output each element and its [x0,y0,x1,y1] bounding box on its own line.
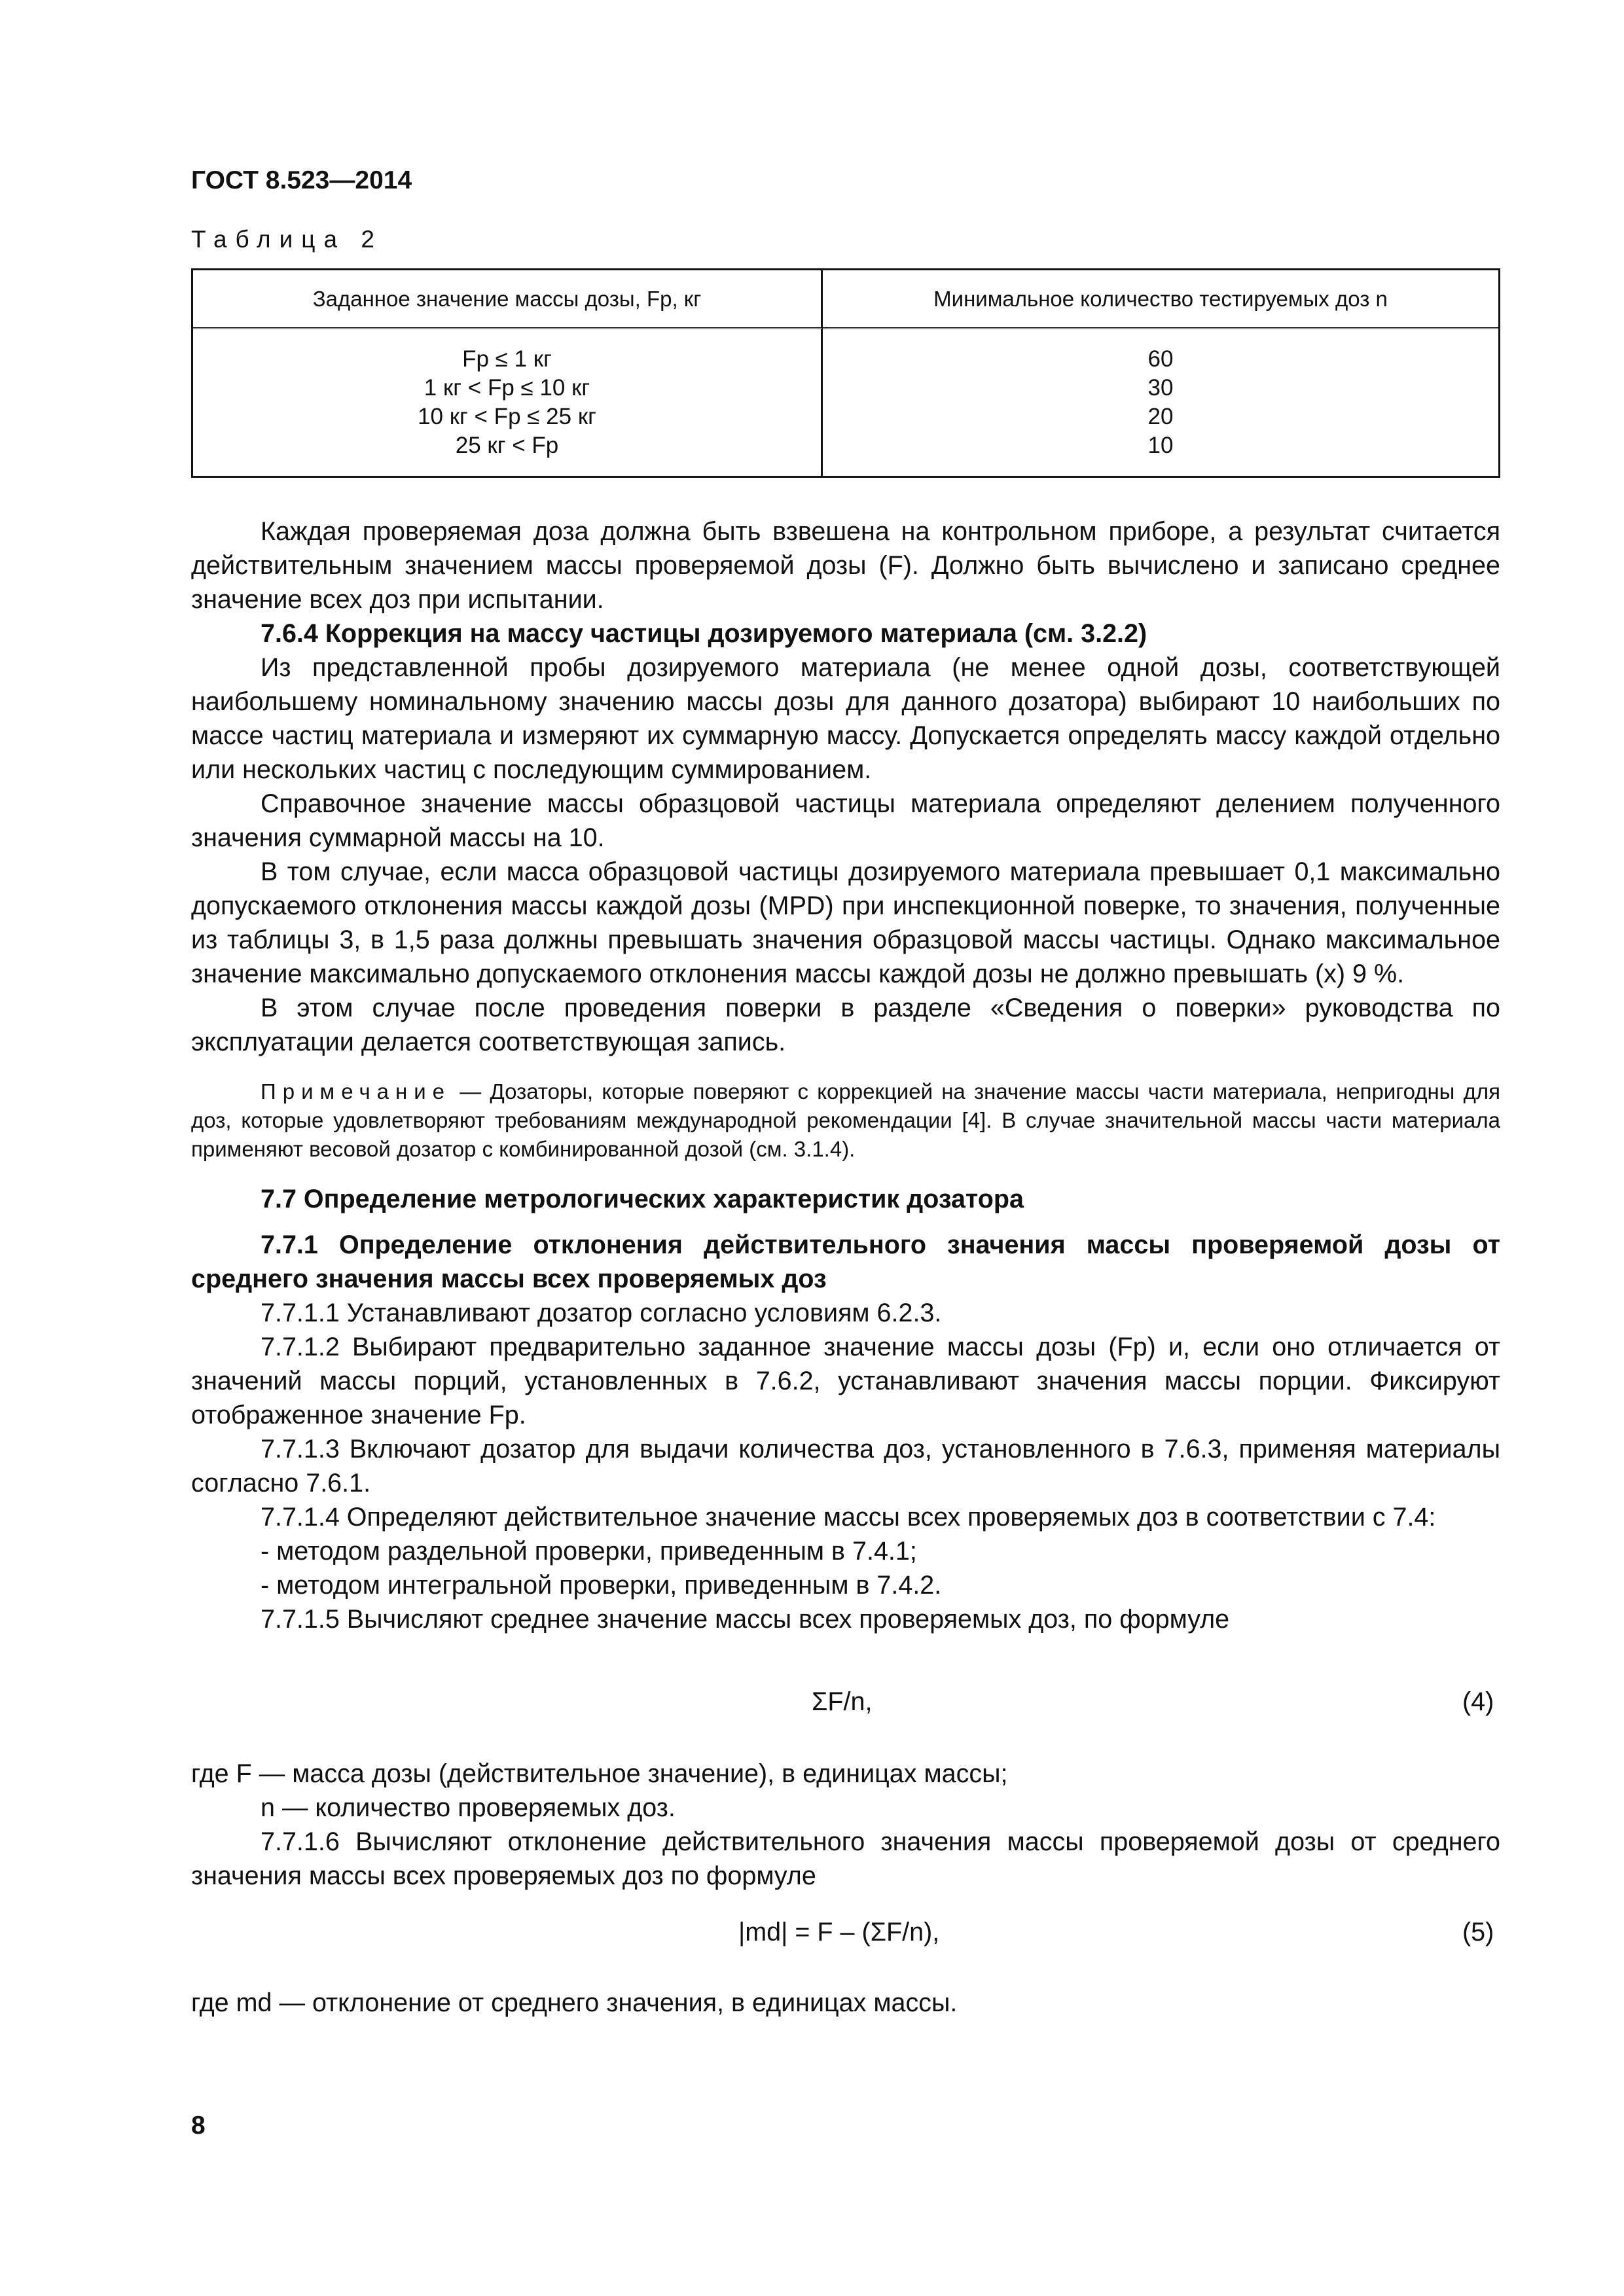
table-cell: 30 [1147,375,1174,401]
table-cell: 60 [1147,346,1174,372]
paragraph: где md — отклонение от среднего значения, в единицах массы. [191,1988,958,2017]
table-cell: Fp ≤ 1 кг [462,346,552,372]
body-block-1 [191,514,1500,1059]
list-item: - методом раздельной проверки, приведенным в 7.4.1; [261,1537,917,1566]
body-block-4 [191,1986,1500,2020]
paragraph: 7.7.1.3 Включают дозатор для выдачи количества доз, установленного в 7.6.3, применяя материалы согласно 7.6.1. [191,1435,1500,1498]
page-number: 8 [191,2111,206,2140]
table-header-count: Минимальное количество тестируемых доз n [823,270,1498,329]
note [191,1077,1500,1164]
table-column-mass [193,329,823,476]
formula-4-number: (4) [1462,1687,1494,1716]
paragraph: В этом случае после проведения поверки в разделе «Сведения о поверки» руководства по эксплуатации делается соответствующая запись. [191,994,1500,1056]
table-column-count [823,329,1498,476]
table-cell: 1 кг < Fp ≤ 10 кг [424,375,590,401]
table-2 [191,268,1500,478]
table-cell: 20 [1147,404,1174,429]
formula-4: ΣF/n, [812,1687,873,1716]
paragraph: Каждая проверяемая доза должна быть взвешена на контрольном приборе, а результат считается действительным значением массы проверяемой дозы (F). Должно быть вычислено и записано среднее значение всех доз при испытании. [191,517,1500,614]
body-block-3 [191,1757,1500,1893]
paragraph: 7.7.1.1 Устанавливают дозатор согласно условиям 6.2.3. [261,1299,942,1327]
paragraph: 7.7.1.6 Вычисляют отклонение действительного значения массы проверяемой дозы от среднего значения массы всех проверяемых доз по формуле [191,1827,1500,1890]
table-cell: 25 кг < Fp [455,433,559,458]
paragraph: Из представленной пробы дозируемого материала (не менее одной дозы, соответствующей наибольшему номинальному значению массы дозы для данного дозатора) выбирают 10 наибольших по массе частиц материала и измеряют их суммарную массу. Допускается определять массу каждой отдельно или нескольких частиц с последующим суммированием. [191,653,1500,784]
paragraph: 7.7.1.2 Выбирают предварительно заданное значение массы дозы (Fp) и, если оно отличается от значений массы порций, установленных в 7.6.2, устанавливают значения массы порции. Фиксируют отображенное значение Fp. [191,1333,1500,1429]
document-header: ГОСТ 8.523—2014 [191,166,412,194]
paragraph: 7.7.1.4 Определяют действительное значение массы всех проверяемых доз в соответствии с 7.4: [261,1503,1436,1532]
formula-5-number: (5) [1462,1918,1494,1946]
note-text: — Дозаторы, которые поверяют с коррекцией на значение массы части материала, непригодны для доз, которые удовлетворяют требованиям международной рекомендации [4]. В случае значительной массы части материала применяют весовой дозатор с комбинированной дозой (см. 3.1.4). [191,1079,1500,1161]
paragraph: n — количество проверяемых доз. [261,1793,676,1822]
section-heading-7-7: 7.7 Определение метрологических характеристик дозатора [261,1185,1024,1213]
paragraph: 7.7.1.5 Вычисляют среднее значение массы всех проверяемых доз, по формуле [261,1605,1230,1634]
body-block-2 [191,1182,1500,1636]
paragraph: где F — масса дозы (действительное значение), в единицах массы; [191,1759,1008,1788]
table-caption: Таблица 2 [191,226,383,253]
paragraph: Справочное значение массы образцовой частицы материала определяют делением полученного значения суммарной массы на 10. [191,789,1500,852]
paragraph: В том случае, если масса образцовой частицы дозируемого материала превышает 0,1 максимально допускаемого отклонения массы каждой дозы (MPD) при инспекционной поверке, то значения, полученные из таблицы 3, в 1,5 раза должны превышать значения образцовой массы частицы. Однако максимальное значение максимально допускаемого отклонения массы каждой дозы не должно превышать (x) 9 %. [191,857,1500,988]
section-heading-7-6-4: 7.6.4 Коррекция на массу частицы дозируемого материала (см. 3.2.2) [261,619,1147,648]
section-heading-7-7-1: 7.7.1 Определение отклонения действительного значения массы проверяемой дозы от среднего значения массы всех проверяемых доз [191,1230,1500,1293]
note-label: Примечание [261,1079,452,1103]
table-cell: 10 кг < Fp ≤ 25 кг [418,404,596,429]
formula-5: |md| = F – (ΣF/n), [738,1918,940,1946]
table-header-mass: Заданное значение массы дозы, Fp, кг [193,270,823,329]
list-item: - методом интегральной проверки, приведенным в 7.4.2. [261,1571,942,1600]
table-cell: 10 [1147,433,1174,458]
